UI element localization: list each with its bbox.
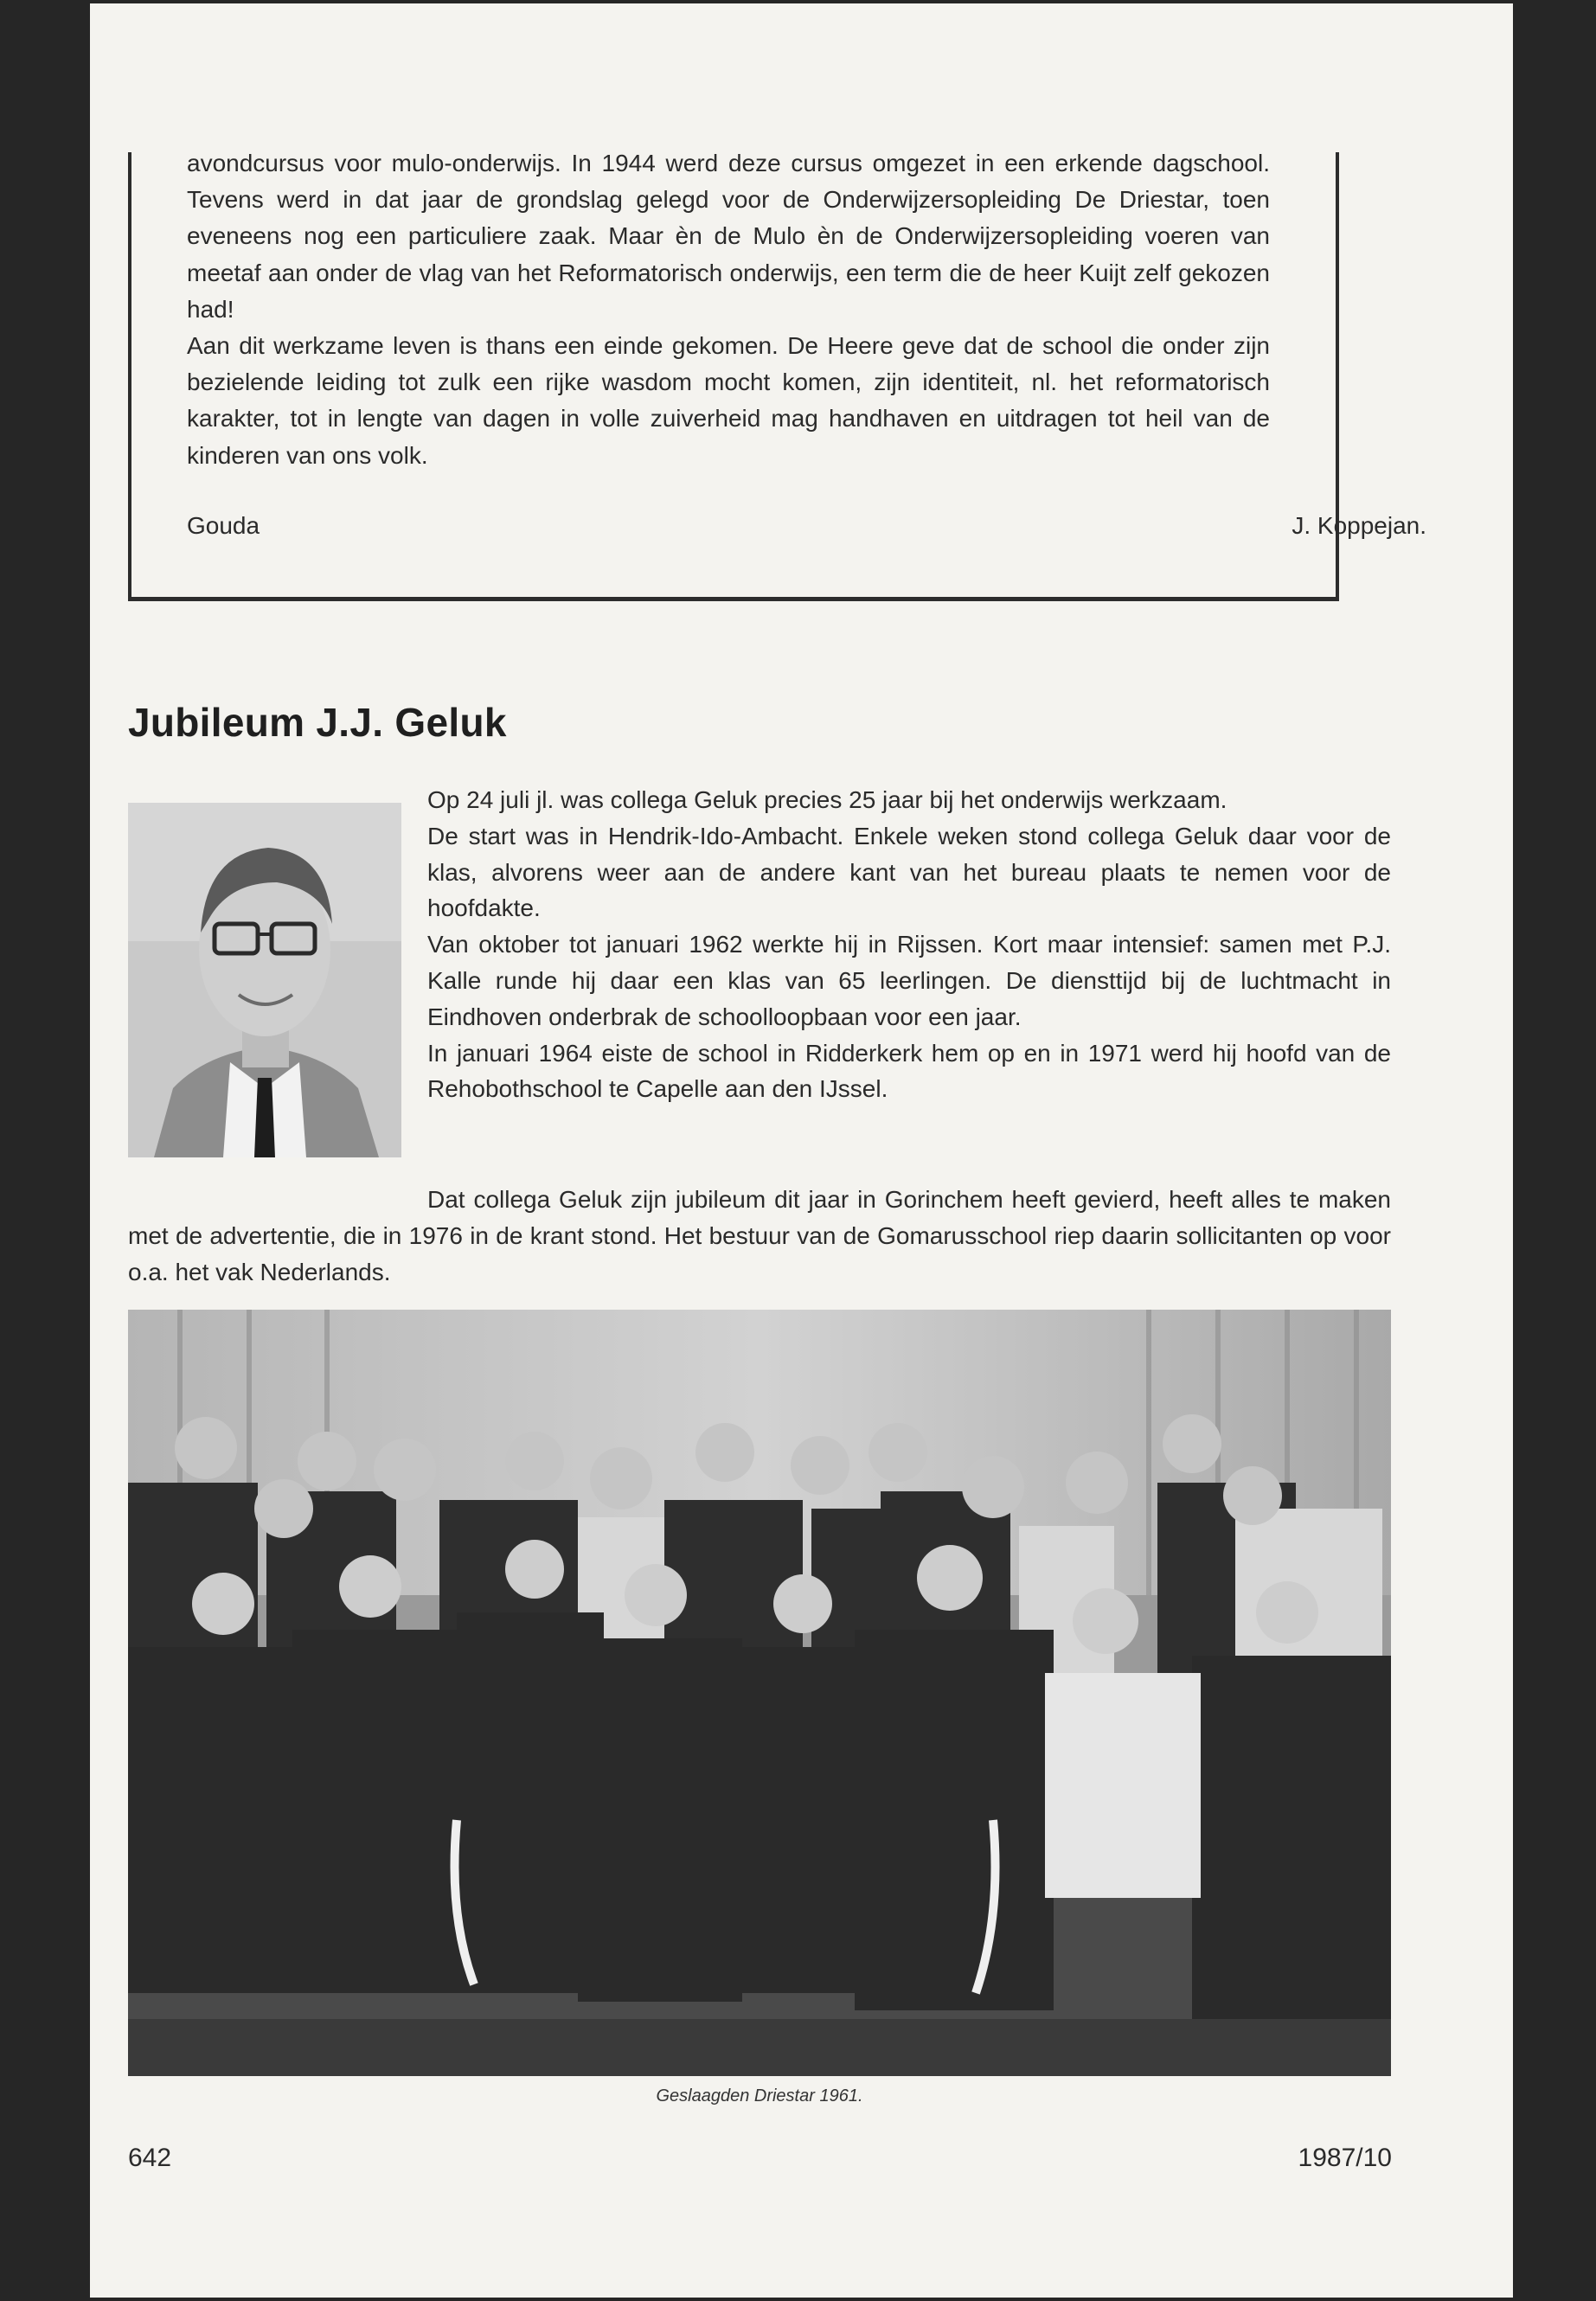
group-photo-image <box>128 1310 1391 2076</box>
paragraph-1: Op 24 juli jl. was collega Geluk precies 25 jaar bij het onderwijs werkzaam. <box>427 786 1227 813</box>
obituary-paragraph-2: Aan dit werkzame leven is thans een einde gekomen. De Heere geve dat de school die onder zijn bezielende leiding tot zulk een rijke wasdom mocht komen, zijn identiteit, nl. het reformatorisch karakter, tot in lengte van dagen in volle zuiverheid mag handhaven en uitdragen tot heil van de kinderen van ons volk. <box>187 332 1270 469</box>
article-title: Jubileum J.J. Geluk <box>128 700 507 745</box>
obituary-paragraph-1: avondcursus voor mulo-onderwijs. In 1944 werd deze cursus omgezet in een erkende dagschool. Tevens werd in dat jaar de grondslag gelegd voor de Onderwijzersopleiding De Driestar, toen eveneens nog een particuliere zaak. Maar èn de Mulo èn de Onderwijzersopleiding voeren van meetaf aan onder de vlag van het Reformatorisch onderwijs, een term die de heer Kuijt zelf gekozen had! <box>187 150 1270 323</box>
article-full-text <box>128 1182 1391 1290</box>
portrait-photo <box>128 803 401 1157</box>
obituary-place: Gouda <box>187 512 260 539</box>
paragraph-4: In januari 1964 eiste de school in Ridderkerk hem op en in 1971 werd hij hoofd van de Rehobothschool te Capelle aan den IJssel. <box>427 1039 1391 1103</box>
portrait-image <box>128 803 401 1157</box>
page-number: 642 <box>128 2144 172 2172</box>
obituary-signature: J. Koppejan. <box>1292 512 1426 539</box>
issue-number: 1987/10 <box>1298 2144 1392 2172</box>
group-photo <box>128 1310 1391 2076</box>
obituary-text <box>187 145 1270 474</box>
photo-caption: Geslaagden Driestar 1961. <box>656 2086 863 2106</box>
paragraph-2: De start was in Hendrik-Ido-Ambacht. Enkele weken stond collega Geluk daar voor de klas, alvorens weer aan de andere kant van het bureau plaats te nemen voor de hoofdakte. <box>427 822 1391 922</box>
paragraph-3: Van oktober tot januari 1962 werkte hij in Rijssen. Kort maar intensief: samen met P.J. Kalle runde hij daar een klas van 65 leerlingen. De diensttijd bij de luchtmacht in Eindhoven onderbrak de schoolloopbaan voor een jaar. <box>427 931 1391 1030</box>
paragraph-5: Dat collega Geluk zijn jubileum dit jaar in Gorinchem heeft gevierd, heeft alles te maken met de advertentie, die in 1976 in de krant stond. Het bestuur van de Gomarusschool riep daarin sollicitanten op voor o.a. het vak Nederlands. <box>128 1186 1391 1285</box>
article-column-text <box>427 782 1391 1107</box>
